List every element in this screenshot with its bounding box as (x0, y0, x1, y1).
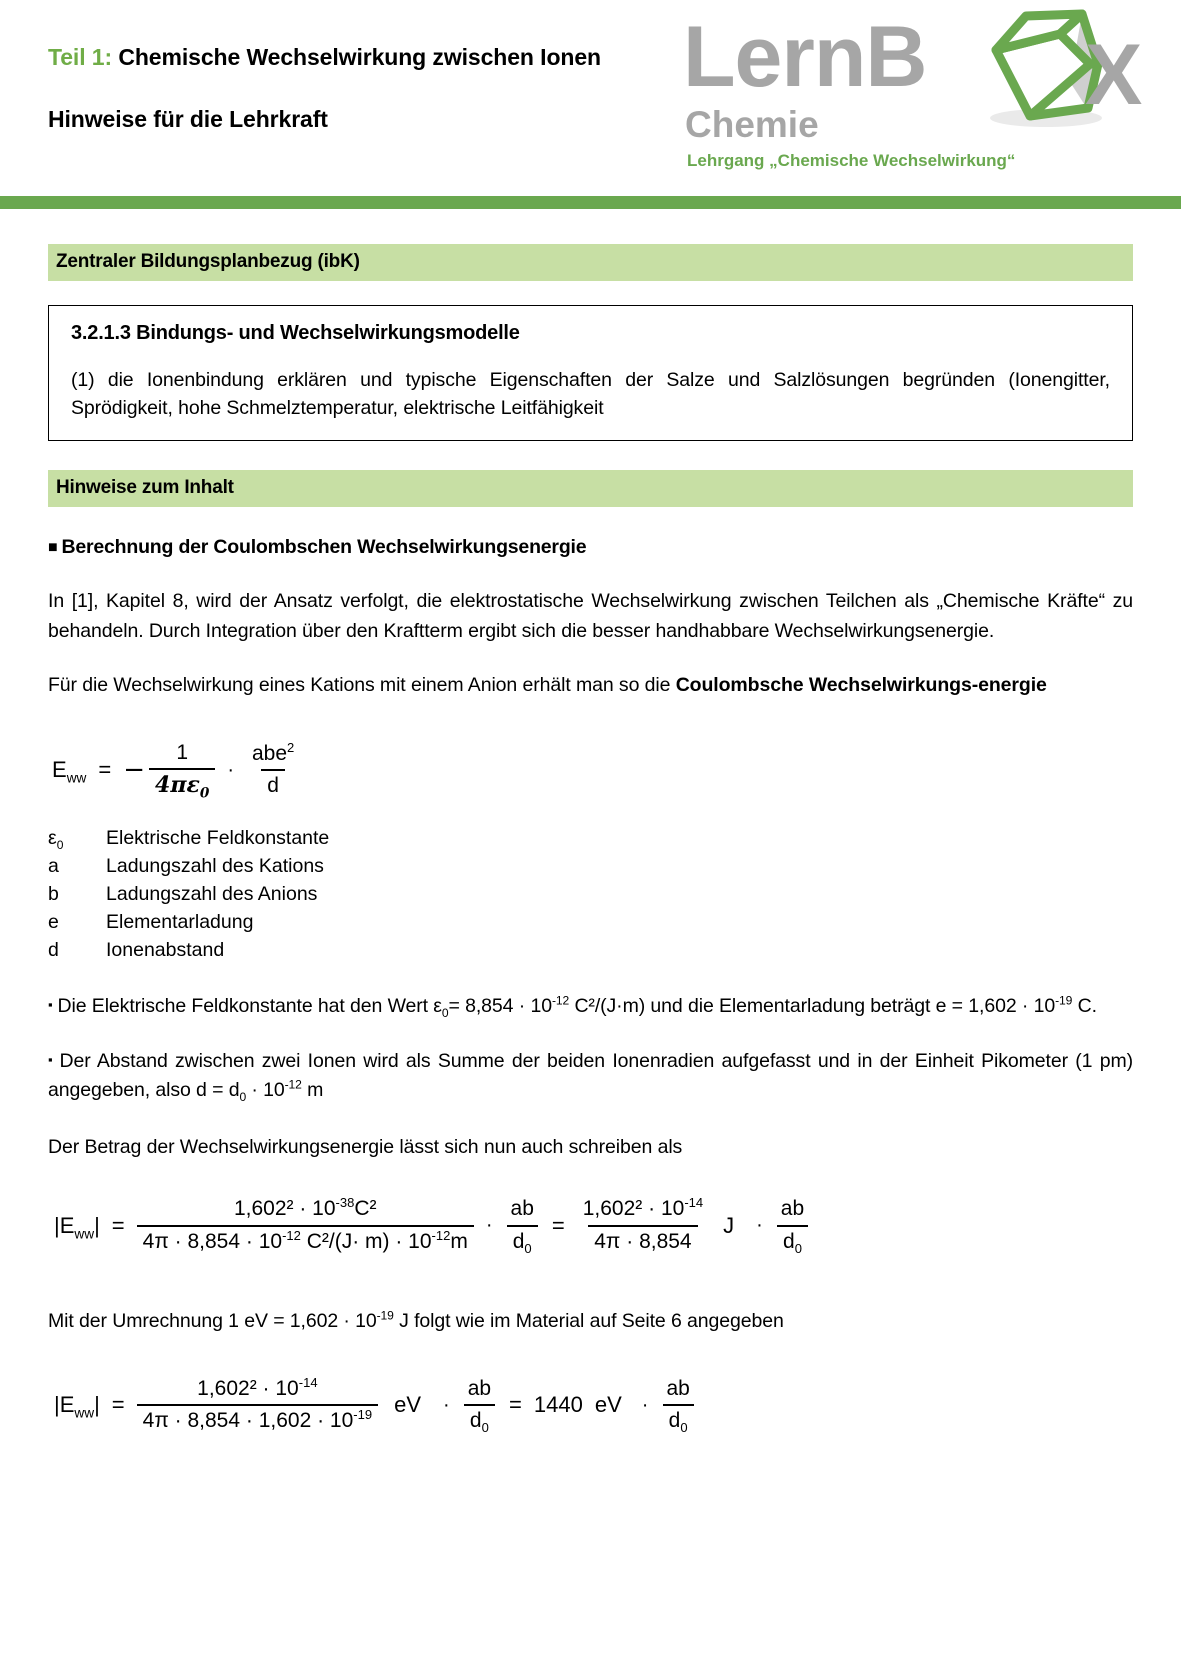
bullet-ionenabstand-a: Der Abstand zwischen zwei Ionen wird als Summe der beiden Ionenradien aufgefasst und in der Einheit Pikometer (1 pm) angegeben, also d = d (48, 1049, 1133, 1101)
paragraph-intro: In [1], Kapitel 8, wird der Ansatz verfolgt, die elektrostatische Wechselwirkung zwischen Teilchen als „Chemische Kräfte“ zu behandeln. Durch Integration über den Kraftterm ergibt sich die besser handhabbare Wechselwirkungsenergie. (48, 590, 1133, 642)
formula-big-frac1-num (228, 1196, 383, 1224)
formula-big-dot-1: · (485, 1214, 493, 1237)
formula-main-frac1-den (149, 768, 215, 800)
list-item (48, 908, 1133, 936)
formula-final-lhs (54, 1392, 100, 1421)
logo-tagline: Lehrgang „Chemische Wechselwirkung“ (687, 151, 1016, 170)
subheading-berechnung-label: Berechnung der Coulombschen Wechselwirkungsenergie (61, 536, 587, 559)
bullet-ionenabstand-b: · 10 (246, 1078, 285, 1101)
legend-description: Ladungszahl des Anions (106, 883, 318, 906)
formula-big-frac4-den-text: d (783, 1229, 795, 1253)
formula-main-equals: = (98, 757, 112, 782)
formula-main-frac1-den-sub: 0 (199, 785, 210, 802)
formula-big-frac3-num-text: 1,602² · 10 (582, 1197, 685, 1221)
bildungsplan-box-title: 3.2.1.3 Bindungs- und Wechselwirkungsmodelle (71, 322, 520, 344)
legend-symbol: a (48, 854, 59, 877)
formula-big-frac1-den-a: 4π · 8,854 · 10 (142, 1229, 283, 1253)
formula-main-e-sub: ww (66, 770, 87, 786)
list-item (48, 852, 1133, 880)
formula-legend (48, 824, 1133, 964)
formula-big-frac2-num: ab (510, 1197, 534, 1221)
formula-main-lhs (52, 757, 87, 786)
formula-big (54, 1196, 1133, 1255)
header-title-block (48, 40, 648, 133)
formula-big-frac3-num (577, 1196, 709, 1224)
formula-big-fraction-2 (505, 1196, 540, 1255)
legend-symbol: d (48, 939, 59, 962)
formula-main-frac2-den: d (261, 769, 285, 799)
formula-big-fraction-3 (577, 1196, 709, 1255)
bullet-feldkonstante (48, 992, 1133, 1021)
formula-final-frac1-den-sup: -19 (353, 1407, 373, 1423)
square-bullet-icon: ▪ (48, 997, 53, 1013)
formula-main-frac2-num (246, 741, 300, 769)
legend-description: Elektrische Feldkonstante (106, 826, 330, 849)
formula-big-frac1-num-text: 1,602² · 10 (233, 1197, 336, 1221)
bullet-feldkonstante-c: C²/(J·m) und die Elementarladung beträgt e = 1,602 · 10 (569, 995, 1056, 1018)
section-header-bildungsplan: Zentraler Bildungsplanbezug (ibK) (48, 244, 1133, 281)
formula-big-frac1-num-sup: -38 (335, 1195, 355, 1211)
formula-big-frac1-den-b-sup: -12 (431, 1227, 451, 1243)
document-header (0, 0, 1181, 196)
formula-final-frac2-den (464, 1404, 495, 1434)
bullet-ionenabstand-a-sub: 0 (239, 1089, 247, 1104)
formula-final-frac3-den-text: d (668, 1409, 681, 1433)
formula-big-frac4-num: ab (780, 1197, 805, 1221)
paragraph-umrechnung-sup: -19 (376, 1308, 394, 1323)
formula-final-unit-ev: eV (394, 1392, 422, 1418)
page-title (48, 40, 648, 74)
legend-symbol: b (48, 883, 59, 906)
legend-description: Ionenabstand (106, 939, 225, 962)
square-bullet-icon: ■ (48, 539, 58, 557)
formula-final-frac1-num (191, 1376, 323, 1404)
bullet-feldkonstante-a: Die Elektrische Feldkonstante hat den Wert ε (57, 995, 442, 1018)
formula-main-frac1-num: 1 (176, 741, 189, 765)
formula-big-frac2-den-sub: 0 (524, 1240, 532, 1256)
bildungsplan-box-body: (1) die Ionenbindung erklären und typische Eigenschaften der Salze und Salzlösungen begründen (Ionengitter, Sprödigkeit, hohe Schmelztemperatur, elektrische Leitfähigkeit (71, 369, 1110, 419)
legend-description: Elementarladung (106, 911, 254, 934)
formula-big-lhs-text: |E (54, 1212, 75, 1238)
legend-symbol (48, 824, 106, 852)
bullet-ionenabstand (48, 1047, 1133, 1106)
formula-main-e: E (52, 757, 67, 782)
formula-big-lhs-end: | (94, 1212, 100, 1238)
formula-final-lhs-text: |E (54, 1392, 75, 1418)
formula-main-fraction-2 (246, 741, 300, 800)
bullet-feldkonstante-b: = 8,854 · 10 (448, 995, 552, 1018)
page-title-main: Chemische Wechselwirkung zwischen Ionen (112, 44, 601, 70)
formula-final-equals: = (111, 1392, 125, 1418)
formula-final-fraction-3 (660, 1376, 695, 1435)
formula-final-frac1-num-sup: -14 (298, 1375, 318, 1391)
formula-main-frac2-num-text: abe (251, 741, 288, 765)
formula-final-frac1-den-text: 4π · 8,854 · 1,602 · 10 (142, 1409, 354, 1433)
legend-symbol-sub: 0 (56, 837, 64, 852)
formula-main-frac1-den-text: 4πε (155, 772, 200, 799)
formula-final-dot-2: · (641, 1393, 649, 1416)
bullet-feldkonstante-c-sup: -19 (1055, 993, 1073, 1008)
list-item (48, 824, 1133, 852)
formula-final-frac2-den-sub: 0 (481, 1420, 489, 1436)
bullet-feldkonstante-d: C. (1072, 995, 1097, 1018)
formula-big-frac3-den: 4π · 8,854 (588, 1225, 697, 1255)
document-body (0, 209, 1181, 1435)
formula-main (52, 740, 1133, 800)
paragraph-umrechnung (48, 1307, 1133, 1336)
lernbox-logo (683, 9, 1163, 184)
formula-final-frac2-num: ab (467, 1377, 492, 1401)
subheading-berechnung (48, 536, 1133, 559)
formula-big-unit-joule: J (723, 1212, 735, 1238)
logo-wordmark (683, 9, 1163, 123)
formula-big-fraction-1 (137, 1196, 474, 1255)
paragraph-umrechnung-b: J folgt wie im Material auf Seite 6 angegeben (393, 1309, 784, 1332)
paragraph-coulomb-plain: Für die Wechselwirkung eines Kations mit einem Anion erhält man so die (48, 673, 676, 696)
paragraph-betrag: Der Betrag der Wechselwirkungsenergie lässt sich nun auch schreiben als (48, 1136, 683, 1159)
formula-final-lhs-sub: ww (74, 1405, 95, 1421)
logo-subbrand: Chemie (685, 104, 819, 145)
formula-big-frac1-num-end: C² (354, 1197, 377, 1221)
formula-big-dot-2: · (756, 1214, 763, 1237)
formula-final-result: 1440 (533, 1392, 583, 1418)
formula-final-lhs-end: | (94, 1392, 100, 1418)
bildungsplan-box (48, 305, 1133, 441)
bullet-feldkonstante-b-sup: -12 (551, 993, 570, 1008)
formula-final-frac3-den-sub: 0 (680, 1420, 688, 1436)
legend-description: Ladungszahl des Kations (106, 854, 324, 877)
bullet-ionenabstand-c: m (301, 1078, 324, 1101)
logo-text-lernb: LernB (683, 9, 927, 105)
formula-big-frac2-den (507, 1225, 538, 1255)
formula-final (54, 1376, 1133, 1435)
formula-big-frac4-den (777, 1225, 808, 1255)
legend-symbol: e (48, 911, 59, 934)
header-divider (0, 196, 1181, 209)
legend-symbol-text: ε (48, 826, 57, 849)
formula-final-frac1-num-text: 1,602² · 10 (197, 1377, 299, 1401)
formula-final-fraction-1 (137, 1376, 378, 1435)
formula-big-frac2-den-text: d (512, 1229, 525, 1253)
formula-big-frac4-den-sub: 0 (794, 1240, 802, 1256)
formula-main-sign: − (123, 755, 146, 785)
formula-final-frac1-den (137, 1404, 378, 1434)
formula-big-frac1-den (137, 1225, 474, 1255)
square-bullet-icon: ▪ (48, 1051, 55, 1067)
bullet-feldkonstante-a-sub: 0 (441, 1006, 449, 1021)
formula-big-equals-2: = (551, 1212, 565, 1238)
formula-main-frac2-num-sup: 2 (287, 739, 295, 755)
formula-final-frac3-den (663, 1404, 694, 1434)
list-item (48, 936, 1133, 964)
formula-big-lhs-sub: ww (74, 1225, 95, 1241)
formula-big-equals: = (111, 1212, 125, 1238)
formula-big-frac1-den-c: m (450, 1229, 468, 1253)
page-title-part-label: Teil 1: (48, 44, 113, 70)
formula-big-fraction-4 (775, 1196, 810, 1255)
formula-big-frac1-den-a-sup: -12 (282, 1227, 301, 1243)
list-item (48, 880, 1133, 908)
paragraph-coulomb-bold: Coulombsche Wechselwirkungs-energie (675, 673, 1047, 696)
formula-final-frac3-num: ab (666, 1377, 690, 1401)
section-header-inhalt: Hinweise zum Inhalt (48, 470, 1133, 507)
formula-final-result-unit: eV (594, 1392, 622, 1418)
paragraph-coulomb-intro (48, 671, 1133, 700)
formula-big-frac3-num-sup: -14 (684, 1195, 704, 1211)
formula-main-dot: · (227, 758, 234, 781)
formula-main-fraction-1 (149, 740, 215, 800)
formula-big-lhs (54, 1213, 100, 1239)
formula-final-frac2-den-text: d (469, 1409, 482, 1433)
formula-final-equals-2: = (509, 1392, 522, 1418)
formula-final-fraction-2 (462, 1376, 497, 1435)
paragraph-umrechnung-a: Mit der Umrechnung 1 eV = 1,602 · 10 (48, 1309, 377, 1332)
bullet-ionenabstand-b-sup: -12 (284, 1077, 302, 1092)
formula-big-frac1-den-b: C²/(J· m) · 10 (300, 1229, 432, 1253)
formula-final-dot-1: · (443, 1393, 450, 1416)
page-subtitle: Hinweise für die Lehrkraft (48, 106, 328, 133)
logo-text-x: X (1085, 27, 1143, 123)
